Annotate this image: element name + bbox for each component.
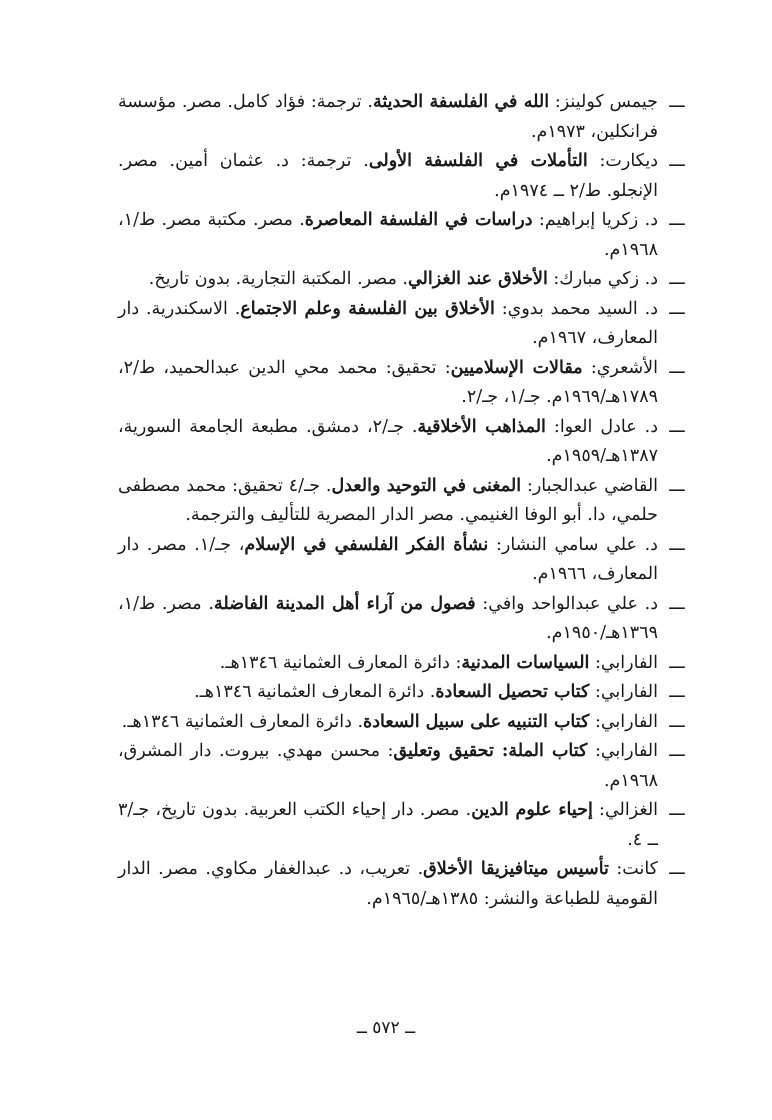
entry-title: المغنى في التوحيد والعدل xyxy=(331,475,522,496)
entry-details: . جـ/٢، دمشق. مطبعة الجامعة السورية، ١٣٨٧هـ/١٩٥٩م. xyxy=(118,416,658,466)
entry-details: : دائرة المعارف العثمانية ١٣٤٦هـ. xyxy=(219,652,462,673)
entry-details: . تعريب، د. عبدالغفار مكاوي. مصر. الدار القومية للطباعة والنشر: ١٣٨٥هـ/١٩٦٥م. xyxy=(118,859,658,909)
entry-details: . مصر. ط/١، ١٣٦٩هـ/١٩٥٠م. xyxy=(118,593,658,643)
entry-title: دراسات في الفلسفة المعاصرة xyxy=(304,210,533,230)
page-number: ــ ٥٧٢ ــ xyxy=(356,1018,416,1038)
entry-title: الأخلاق بين الفلسفة وعلم الاجتماع xyxy=(240,298,495,319)
entry-details: . ترجمة: فؤاد كامل. مصر. مؤسسة فرانكلين، ١٩٧٣م. xyxy=(118,92,658,142)
entry-dash: ـــ xyxy=(669,357,685,378)
entry-details: . دائرة المعارف العثمانية ١٣٤٦هـ. xyxy=(194,682,436,702)
bibliography-entry xyxy=(118,855,685,914)
entry-title: الأخلاق عند الغزالي xyxy=(407,269,548,289)
entry-dash: ـــ xyxy=(669,210,685,230)
entry-author: الفارابي: xyxy=(589,711,658,732)
entry-dash: ـــ xyxy=(669,800,685,820)
entry-details: . جـ/٤ تحقيق: محمد مصطفى حلمي، دا. أبو الوفا الغنيمي. مصر الدار المصرية للتأليف والترجمة. xyxy=(118,475,658,525)
entry-author: كانت: xyxy=(608,859,658,879)
entry-author: د. السيد محمد بدوي: xyxy=(494,298,658,319)
entry-dash: ـــ xyxy=(669,534,685,555)
entry-author: د. زكريا إبراهيم: xyxy=(532,210,658,230)
entry-author: د. علي عبدالواحد وافي: xyxy=(475,593,658,614)
entry-dash: ـــ xyxy=(669,652,685,673)
entry-details: . دائرة المعارف العثمانية ١٣٤٦هـ. xyxy=(121,711,364,732)
entry-details: . ترجمة: د. عثمان أمين. مصر. الإنجلو. ط/٢ ــ ١٩٧٤م. xyxy=(118,151,658,201)
entry-dash: ـــ xyxy=(669,475,685,496)
entry-title: نشأة الفكر الفلسفي في الإسلام xyxy=(244,534,489,555)
entry-details: . الاسكندرية. دار المعارف، ١٩٦٧م. xyxy=(118,298,658,348)
entry-dash: ـــ xyxy=(669,298,685,319)
entry-title: الله في الفلسفة الحديثة xyxy=(372,92,550,112)
entry-details: . مصر. المكتبة التجارية. بدون تاريخ. xyxy=(148,269,408,289)
entry-dash: ـــ xyxy=(669,593,685,614)
entry-details: : محسن مهدي. بيروت. دار المشرق، ١٩٦٨م. xyxy=(118,741,658,791)
entry-author: الفارابي: xyxy=(587,741,658,761)
entry-author: د. علي سامي النشار: xyxy=(488,534,658,555)
bibliography-entry xyxy=(118,295,685,354)
bibliography-entry xyxy=(118,649,685,679)
entry-details: : تحقيق: محمد محي الدين عبدالحميد، ط/٢، ١٧٨٩هـ/١٩٦٩م. جـ/١، جـ/٢. xyxy=(118,357,658,407)
bibliography-entry xyxy=(118,88,685,147)
entry-dash: ـــ xyxy=(669,269,685,289)
bibliography-entry xyxy=(118,796,685,855)
bibliography-entry xyxy=(118,737,685,796)
bibliography-entry xyxy=(118,590,685,649)
entry-author: القاضي عبدالجبار: xyxy=(521,475,659,496)
entry-dash: ـــ xyxy=(669,741,685,761)
entry-title: مقالات الإسلاميين xyxy=(450,357,583,378)
bibliography-entry xyxy=(118,265,685,295)
entry-dash: ـــ xyxy=(669,711,685,732)
entry-dash: ـــ xyxy=(669,151,685,171)
entry-title: المذاهب الأخلاقية xyxy=(417,416,546,437)
entry-author: الغزالي: xyxy=(592,800,659,820)
entry-title: كتاب التنبيه على سبيل السعادة xyxy=(363,711,590,732)
bibliography-entry xyxy=(118,147,685,206)
entry-author: ديكارت: xyxy=(587,151,659,171)
entry-title: كتاب الملة: تحقيق وتعليق xyxy=(393,741,588,761)
bibliography-entry xyxy=(118,413,685,472)
entry-author: الفارابي: xyxy=(589,652,658,673)
entry-author: الفارابي: xyxy=(589,682,658,702)
entry-dash: ـــ xyxy=(669,859,685,879)
entry-dash: ـــ xyxy=(669,92,685,112)
entry-details: . مصر. مكتبة مصر. ط/١، ١٩٦٨م. xyxy=(118,210,658,260)
entry-author: جيمس كولينز: xyxy=(549,92,658,112)
bibliography-entry xyxy=(118,678,685,708)
entry-dash: ـــ xyxy=(669,416,685,437)
entry-dash: ـــ xyxy=(669,682,685,702)
entry-title: إحياء علوم الدين xyxy=(471,800,593,820)
bibliography-entry xyxy=(118,472,685,531)
entry-title: التأملات في الفلسفة الأولى xyxy=(368,151,588,171)
entry-author: الأشعري: xyxy=(582,357,659,378)
entry-author: د. زكي مبارك: xyxy=(547,269,658,289)
bibliography-entry xyxy=(118,531,685,590)
bibliography-list xyxy=(118,88,685,914)
entry-title: فصول من آراء أهل المدينة الفاضلة xyxy=(214,593,476,614)
entry-title: السياسات المدنية xyxy=(461,652,590,673)
entry-details: ، جـ/١. مصر. دار المعارف، ١٩٦٦م. xyxy=(118,534,658,584)
bibliography-entry xyxy=(118,708,685,738)
entry-title: تأسيس ميتافيزيقا الأخلاق xyxy=(423,859,609,879)
entry-author: د. عادل العوا: xyxy=(545,416,659,437)
bibliography-entry xyxy=(118,354,685,413)
bibliography-entry xyxy=(118,206,685,265)
entry-details: . مصر. دار إحياء الكتب العربية. بدون تاريخ، جـ/٣ ــ ٤. xyxy=(118,800,658,850)
entry-title: كتاب تحصيل السعادة xyxy=(435,682,590,702)
